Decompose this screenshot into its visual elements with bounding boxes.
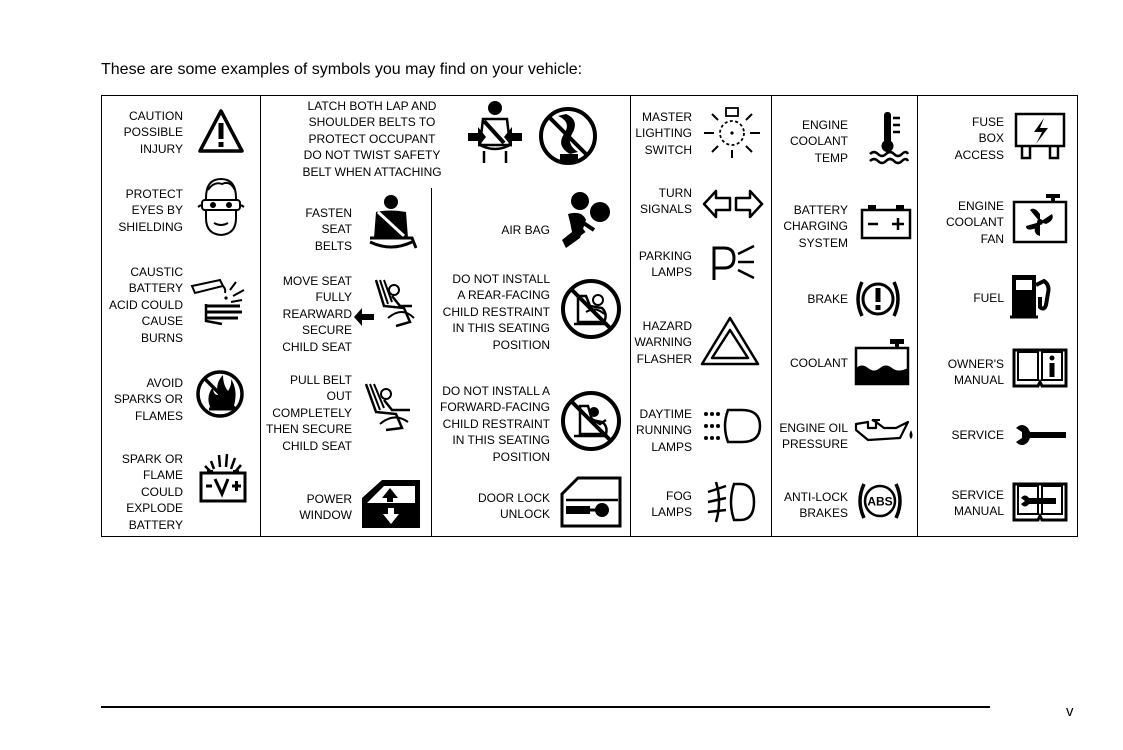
symbols-table: [101, 95, 1078, 537]
hazard-triangle-icon: [700, 316, 760, 366]
page-number: v: [1066, 703, 1074, 720]
drl-label: DAYTIME RUNNING LAMPS: [636, 407, 692, 454]
forward-facing-label: DO NOT INSTALL A FORWARD-FACING CHILD RESTRAINT IN THIS SEATING POSITION: [440, 384, 550, 464]
air-bag-label: AIR BAG: [501, 223, 550, 237]
battery-icon: [860, 202, 912, 240]
fog-lamps-label: FOG LAMPS: [651, 489, 692, 520]
battery-explode-icon: [197, 453, 249, 505]
column-divider: [771, 96, 772, 536]
brake-label: BRAKE: [807, 292, 848, 306]
belt-latch-icon: [464, 99, 526, 169]
coolant-temp-label: ENGINE COOLANT TEMP: [789, 118, 848, 165]
spark-explode-label: SPARK OR FLAME COULD EXPLODE BATTERY: [121, 452, 183, 532]
intro-text: These are some examples of symbols you may find on your vehicle:: [101, 61, 583, 78]
abs-label: ANTI-LOCK BRAKES: [783, 490, 848, 521]
child-seat-belt-icon: [360, 382, 420, 432]
latch-belts-label: LATCH BOTH LAP AND SHOULDER BELTS TO PROTECT OCCUPANT DO NOT TWIST SAFETY BELT WHEN ATTACHING: [302, 99, 442, 179]
daytime-running-lamps-icon: [702, 406, 764, 446]
no-twist-belt-icon: [538, 106, 598, 166]
coolant-level-icon: [854, 336, 912, 386]
move-seat-label: MOVE SEAT FULLY REARWARD SECURE CHILD SEAT: [282, 274, 352, 354]
master-lighting-icon: [702, 106, 762, 160]
door-lock-icon: [560, 476, 622, 528]
no-rear-facing-seat-icon: [560, 278, 622, 340]
fuse-box-label: FUSE BOX ACCESS: [954, 115, 1004, 162]
oil-can-icon: [854, 418, 916, 446]
column-divider: [630, 96, 631, 536]
fuse-box-icon: [1014, 112, 1066, 162]
no-forward-facing-seat-icon: [560, 390, 622, 452]
power-window-label: POWER WINDOW: [299, 492, 352, 523]
owners-manual-icon: [1012, 344, 1068, 388]
child-seat-rearward-icon: [354, 276, 424, 332]
service-manual-icon: [1012, 478, 1068, 522]
coolant-fan-label: ENGINE COOLANT FAN: [945, 199, 1004, 246]
turn-signal-arrows-icon: [702, 188, 764, 220]
column-divider: [431, 188, 432, 536]
abs-warning-icon: [854, 478, 906, 524]
pull-belt-label: PULL BELT OUT COMPLETELY THEN SECURE CHILD SEAT: [265, 373, 352, 453]
fog-lamp-icon: [706, 480, 758, 524]
seat-belt-icon: [364, 194, 422, 252]
fuel-label: FUEL: [973, 291, 1004, 305]
master-lighting-label: MASTER LIGHTING SWITCH: [635, 110, 692, 157]
fasten-belts-label: FASTEN SEAT BELTS: [305, 206, 352, 253]
service-label: SERVICE: [951, 428, 1004, 442]
caustic-acid-label: CAUSTIC BATTERY ACID COULD CAUSE BURNS: [108, 265, 183, 345]
rear-facing-label: DO NOT INSTALL A REAR-FACING CHILD RESTRAINT IN THIS SEATING POSITION: [442, 272, 550, 352]
hazard-label: HAZARD WARNING FLASHER: [634, 319, 692, 366]
caution-label: CAUTION POSSIBLE INJURY: [123, 109, 183, 156]
coolant-temp-icon: [868, 110, 910, 164]
door-lock-label: DOOR LOCK UNLOCK: [477, 491, 550, 522]
column-divider: [917, 96, 918, 536]
parking-lamp-icon: [710, 242, 758, 282]
oil-pressure-label: ENGINE OIL PRESSURE: [779, 421, 848, 452]
power-window-icon: [360, 478, 422, 530]
turn-signals-label: TURN SIGNALS: [639, 186, 692, 217]
wrench-icon: [1014, 422, 1068, 446]
column-divider: [260, 96, 261, 536]
footer-rule: [101, 706, 990, 708]
fuel-pump-icon: [1010, 271, 1054, 319]
caution-triangle-icon: [198, 109, 244, 153]
protect-eyes-icon: [198, 176, 244, 238]
service-manual-label: SERVICE MANUAL: [951, 488, 1004, 519]
abs-icon-text: ABS: [867, 494, 893, 509]
brake-warning-icon: [852, 276, 904, 322]
parking-lamps-label: PARKING LAMPS: [638, 249, 692, 280]
acid-burn-icon: [190, 276, 250, 326]
avoid-sparks-label: AVOID SPARKS OR FLAMES: [113, 376, 183, 423]
coolant-fan-icon: [1012, 192, 1068, 244]
air-bag-icon: [560, 190, 612, 250]
no-flames-icon: [195, 369, 245, 419]
battery-label: BATTERY CHARGING SYSTEM: [783, 203, 848, 250]
owners-manual-label: OWNER'S MANUAL: [947, 357, 1004, 388]
protect-eyes-label: PROTECT EYES BY SHIELDING: [118, 187, 183, 234]
coolant-label: COOLANT: [789, 356, 848, 370]
